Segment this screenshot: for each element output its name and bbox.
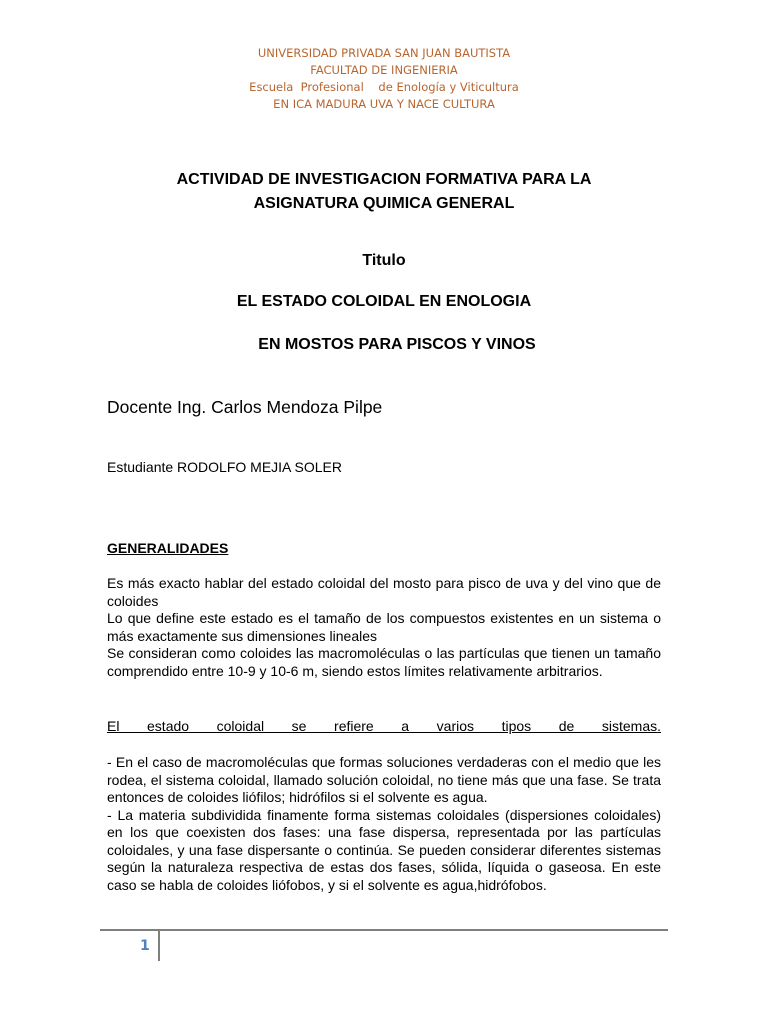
activity-title-line2: ASIGNATURA QUIMICA GENERAL [253, 195, 515, 212]
body-paragraphs-2 [107, 754, 661, 894]
titulo-label: Titulo [362, 252, 406, 269]
paragraph-2: Lo que define este estado es el tamaño de los compuestos existentes en un sistema o más exactamente sus dimensiones lineales [107, 610, 661, 644]
motto: EN ICA MADURA UVA Y NACE CULTURA [273, 97, 495, 111]
paragraph-4-end: . [657, 718, 661, 734]
paragraph-6: - La materia subdividida finamente forma sistemas coloidales (dispersiones coloidales) en los que coexisten dos fases: una fase dispersa, representada por las partículas coloidales, y una fase dispersante o continúa. Se pueden considerar diferentes sistemas según la naturaleza respectiva de estas dos fases, sólida, líquida o gaseosa. En este caso se habla de coloides liófobos, y si el solvente es agua,hidrófobos. [107, 806, 661, 893]
body-paragraphs [107, 575, 661, 680]
school-name: Escuela Profesional de Enología y Viticultura [249, 80, 519, 94]
university-name: UNIVERSIDAD PRIVADA SAN JUAN BAUTISTA [257, 46, 511, 60]
estudiante-name: Estudiante RODOLFO MEJIA SOLER [107, 459, 342, 475]
document-title-line2: EN MOSTOS PARA PISCOS Y VINOS [258, 336, 536, 353]
paragraph-4-text: El estado coloidal se refiere a varios tipos de sistemas [107, 718, 658, 734]
footer-vertical-divider [158, 931, 160, 961]
page-number: 1 [140, 938, 150, 954]
paragraph-1: Es más exacto hablar del estado coloidal del mosto para pisco de uva y del vino que de coloides [107, 575, 661, 609]
document-title-line1: EL ESTADO COLOIDAL EN ENOLOGIA [236, 293, 532, 310]
paragraph-4 [107, 718, 661, 736]
institution-header [0, 45, 768, 113]
paragraph-4-wrap [107, 718, 661, 736]
paragraph-3: Se consideran como coloides las macromoléculas o las partículas que tienen un tamaño comprendido entre 10-9 y 10-6 m, siendo estos límites relativamente arbitrarios. [107, 645, 661, 679]
faculty-name: FACULTAD DE INGENIERIA [310, 63, 458, 77]
paragraph-5: - En el caso de macromoléculas que formas soluciones verdaderas con el medio que les rodea, el sistema coloidal, llamado solución coloidal, no tiene más que una fase. Se trata entonces de coloides liófilos; hidrófilos si el solvente es agua. [107, 754, 661, 805]
section-heading: GENERALIDADES [107, 540, 229, 556]
activity-title-line1: ACTIVIDAD DE INVESTIGACION FORMATIVA PARA LA [176, 171, 592, 188]
footer-divider [100, 929, 668, 931]
docente-name: Docente Ing. Carlos Mendoza Pilpe [107, 397, 383, 417]
